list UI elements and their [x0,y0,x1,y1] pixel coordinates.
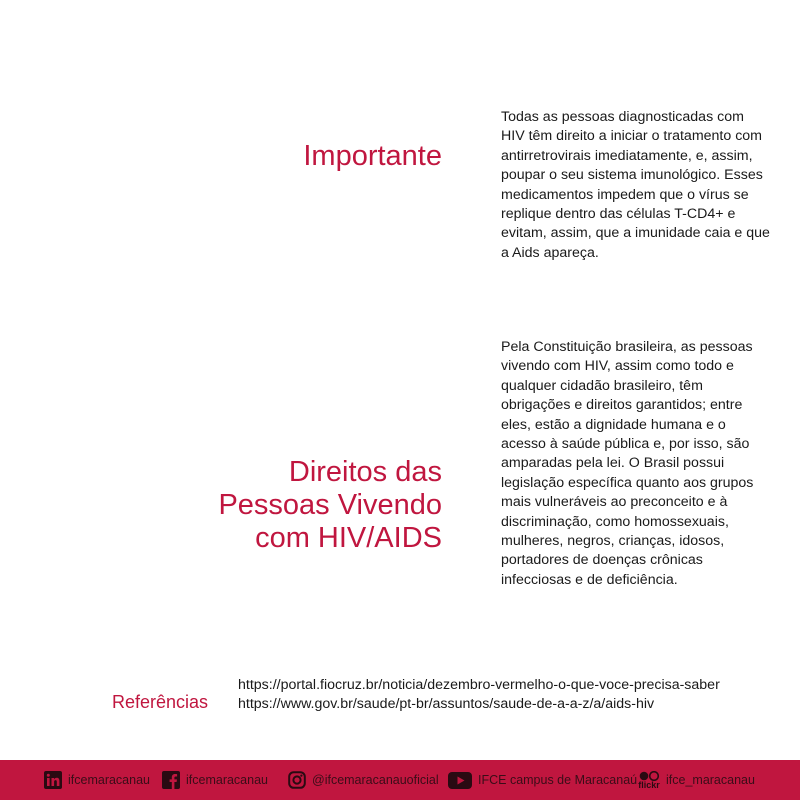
section-title-line: com HIV/AIDS [255,522,442,554]
references-label: Referências [112,692,209,712]
social-footer [0,760,800,800]
social-youtube[interactable] [448,767,637,793]
section-title-direitos [218,456,442,555]
instagram-icon [288,771,306,789]
social-flickr[interactable] [638,767,755,793]
social-label: ifcemaracanau [68,773,150,787]
social-label: @ifcemaracanauoficial [312,773,439,787]
social-label: ifce_maracanau [666,773,755,787]
reference-link-fiocruz[interactable]: https://portal.fiocruz.br/noticia/dezembro-vermelho-o-que-voce-precisa-saber [238,677,720,693]
social-facebook[interactable] [162,767,268,793]
section-body-importante: Todas as pessoas diagnosticadas com HIV têm direito a iniciar o tratamento com antirretrovirais imediatamente, e, assim, poupar o seu sistema imunológico. Esses medicamentos impedem que o vírus se replique dentro das células T-CD4+ e evitam, assim, que a imunidade caia e que a Aids apareça. [501,109,770,261]
section-title-line: Pessoas Vivendo [218,489,442,521]
social-linkedin[interactable] [44,767,150,793]
facebook-icon [162,771,180,789]
section-title-importante: Importante [303,140,442,172]
flickr-icon [638,771,660,790]
linkedin-icon [44,771,62,789]
section-title-line: Direitos das [288,456,442,488]
social-label: ifcemaracanau [186,773,268,787]
youtube-icon [448,772,472,789]
section-body-direitos: Pela Constituição brasileira, as pessoas vivendo com HIV, assim como todo e qualquer cidadão brasileiro, têm obrigações e direitos garantidos; entre eles, estão a dignidade humana e o acesso à saúde pública e, por isso, são amparadas pela lei. O Brasil possui legislação específica quanto aos grupos mais vulneráveis ao preconceito e à discriminação, como homossexuais, mulheres, negros, crianças, idosos, portadores de doenças crônicas infecciosas e de deficiência. [501,339,754,588]
flickr-logo-text: flickr [638,779,660,790]
social-label: IFCE campus de Maracanaú [478,773,638,787]
reference-link-gov[interactable]: https://www.gov.br/saude/pt-br/assuntos/saude-de-a-a-z/a/aids-hiv [238,696,655,712]
social-instagram[interactable] [288,767,439,793]
references-list [238,676,720,714]
